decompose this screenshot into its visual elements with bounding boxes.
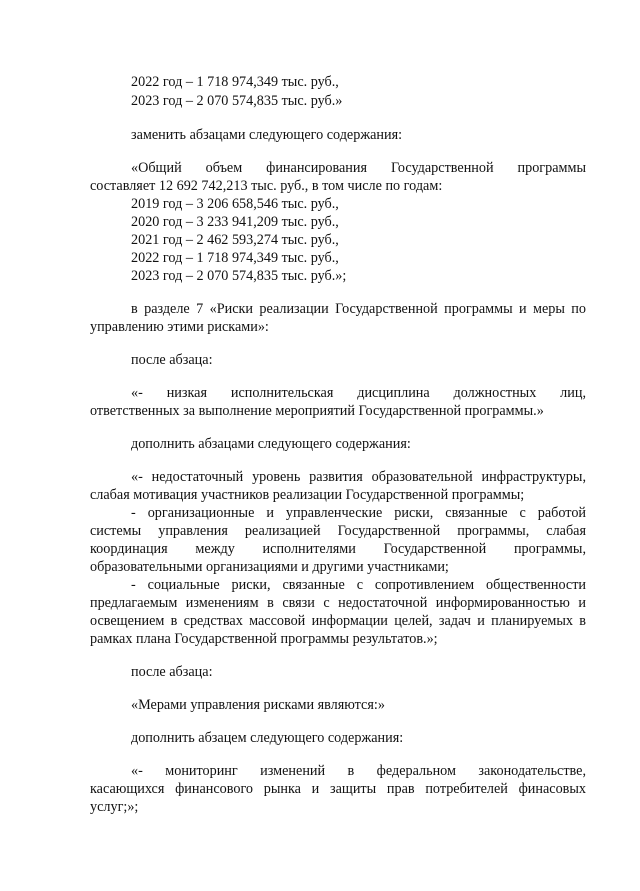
text-line: - организационные и управленческие риски, связанные с работой <box>131 505 586 521</box>
text-line: 2019 год – 3 206 658,546 тыс. руб., <box>131 196 339 212</box>
text-line: «Мерами управления рисками являются:» <box>131 697 385 713</box>
text-line: после абзаца: <box>131 664 213 680</box>
text-line: касающихся финансового рынка и защиты прав потребителей финасовых <box>90 781 586 797</box>
text-line: 2020 год – 3 233 941,209 тыс. руб., <box>131 214 339 230</box>
text-line: услуг;»; <box>90 799 139 815</box>
text-line: после абзаца: <box>131 352 213 368</box>
text-line: «- недостаточный уровень развития образовательной инфраструктуры, <box>131 469 586 485</box>
text-line: 2022 год – 1 718 974,349 тыс. руб., <box>131 250 339 266</box>
text-line: «- мониторинг изменений в федеральном законодательстве, <box>131 763 586 779</box>
text-line: 2023 год – 2 070 574,835 тыс. руб.» <box>131 93 343 109</box>
text-line: предлагаемым изменениям в связи с недостаточной информированностью и <box>90 595 586 611</box>
text-line: «- низкая исполнительская дисциплина должностных лиц, <box>131 385 586 401</box>
text-line: образовательными организациями и другими участниками; <box>90 559 449 575</box>
text-line: освещением в средствах массовой информации целей, задач и планируемых в <box>90 613 586 629</box>
text-line: 2021 год – 2 462 593,274 тыс. руб., <box>131 232 339 248</box>
text-line: 2023 год – 2 070 574,835 тыс. руб.»; <box>131 268 347 284</box>
text-line: дополнить абзацами следующего содержания: <box>131 436 411 452</box>
text-line: управлению этими рисками»: <box>90 319 269 335</box>
text-line: дополнить абзацем следующего содержания: <box>131 730 404 746</box>
text-line: заменить абзацами следующего содержания: <box>131 127 403 143</box>
text-line: слабая мотивация участников реализации Государственной программы; <box>90 487 525 503</box>
text-line: - социальные риски, связанные с сопротивлением общественности <box>131 577 586 593</box>
text-line: координация между исполнителями Государственной программы, <box>90 541 586 557</box>
text-line: 2022 год – 1 718 974,349 тыс. руб., <box>131 74 339 90</box>
text-line: в разделе 7 «Риски реализации Государственной программы и меры по <box>131 301 586 317</box>
text-line: ответственных за выполнение мероприятий Государственной программы.» <box>90 403 544 419</box>
text-line: рамках плана Государственной программы результатов.»; <box>90 631 438 647</box>
text-line: составляет 12 692 742,213 тыс. руб., в том числе по годам: <box>90 178 443 194</box>
text-line: системы управления реализацией Государственной программы, слабая <box>90 523 586 539</box>
text-line: «Общий объем финансирования Государственной программы <box>131 160 586 176</box>
